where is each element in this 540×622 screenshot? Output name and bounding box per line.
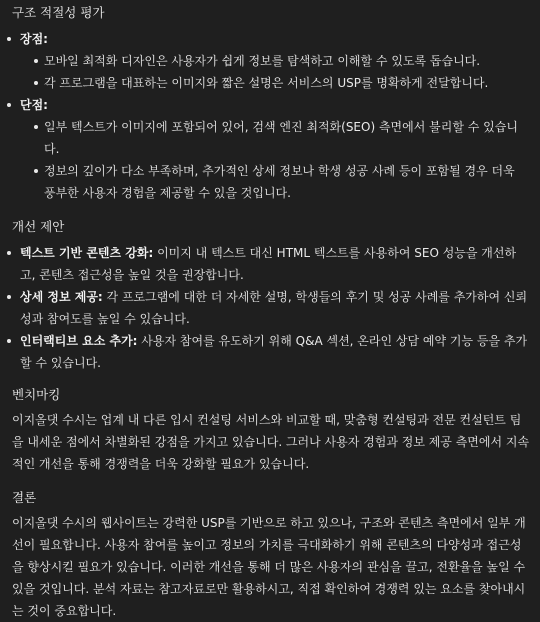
improvement-item: [12, 330, 530, 374]
weaknesses-item: [12, 94, 530, 204]
structure-list: [12, 28, 530, 204]
conclusion-heading: 결론: [12, 490, 37, 505]
improvement-label: 인터랙티브 요소 추가:: [20, 334, 138, 348]
weakness-point: 일부 텍스트가 이미지에 포함되어 있어, 검색 엔진 최적화(SEO) 측면에서 불리할 수 있습니다.: [34, 116, 530, 160]
improvement-label: 상세 정보 제공:: [20, 290, 103, 304]
weaknesses-list: [20, 116, 530, 204]
benchmarking-paragraph: 이지올댓 수시는 업계 내 다른 입시 컨설팅 서비스와 비교할 때, 맞춤형 컨설팅과 전문 컨설턴트 팀을 내세운 점에서 차별화된 강점을 가지고 있습니다. 그러나 사용자 경험과 정보 제공 측면에서 지속적인 개선을 통해 경쟁력을 더욱 강화할 필요가 있습니다.: [12, 413, 530, 471]
weaknesses-label: 단점:: [20, 98, 48, 112]
structure-heading: 구조 적절성 평가: [12, 5, 105, 20]
benchmarking-heading: 벤치마킹: [12, 387, 61, 402]
strengths-label: 장점:: [20, 32, 48, 46]
improvements-list: [12, 242, 530, 374]
strength-point: 각 프로그램을 대표하는 이미지와 짧은 설명은 서비스의 USP를 명확하게 전달합니다.: [34, 72, 530, 94]
strength-point: 모바일 최적화 디자인은 사용자가 쉽게 정보를 탐색하고 이해할 수 있도록 돕습니다.: [34, 50, 530, 72]
improvement-text: 사용자 참여를 유도하기 위해 Q&A 섹션, 온라인 상담 예약 기능 등을 추가할 수 있습니다.: [20, 334, 528, 370]
weakness-point: 정보의 깊이가 다소 부족하며, 추가적인 상세 정보나 학생 성공 사례 등이 포함될 경우 더욱 풍부한 사용자 경험을 제공할 수 있을 것입니다.: [34, 160, 530, 204]
improvement-text: 이미지 내 텍스트 대신 HTML 텍스트를 사용하여 SEO 성능을 개선하고, 콘텐츠 접근성을 높일 것을 권장합니다.: [20, 246, 517, 282]
improvement-label: 텍스트 기반 콘텐츠 강화:: [20, 246, 154, 260]
improvement-item: [12, 242, 530, 286]
strengths-list: [20, 50, 530, 94]
improvement-text: 각 프로그램에 대한 더 자세한 설명, 학생들의 후기 및 성공 사례를 추가하여 신뢰성과 참여도를 높일 수 있습니다.: [20, 290, 528, 326]
improvements-heading: 개선 제안: [12, 219, 65, 234]
improvement-item: [12, 286, 530, 330]
strengths-item: [12, 28, 530, 94]
conclusion-paragraph: 이지올댓 수시의 웹사이트는 강력한 USP를 기반으로 하고 있으나, 구조와 콘텐츠 측면에서 일부 개선이 필요합니다. 사용자 참여를 높이고 정보의 가치를 극대화하기 위해 콘텐츠의 다양성과 접근성을 향상시킬 필요가 있습니다. 이러한 개선을 통해 더 많은 사용자의 관심을 끌고, 전환율을 높일 수 있을 것입니다. 분석 자료는 참고자료로만 활용하시고, 직접 확인하여 경쟁력 있는 요소를 찾아내시는 것이 중요합니다.: [12, 516, 526, 618]
